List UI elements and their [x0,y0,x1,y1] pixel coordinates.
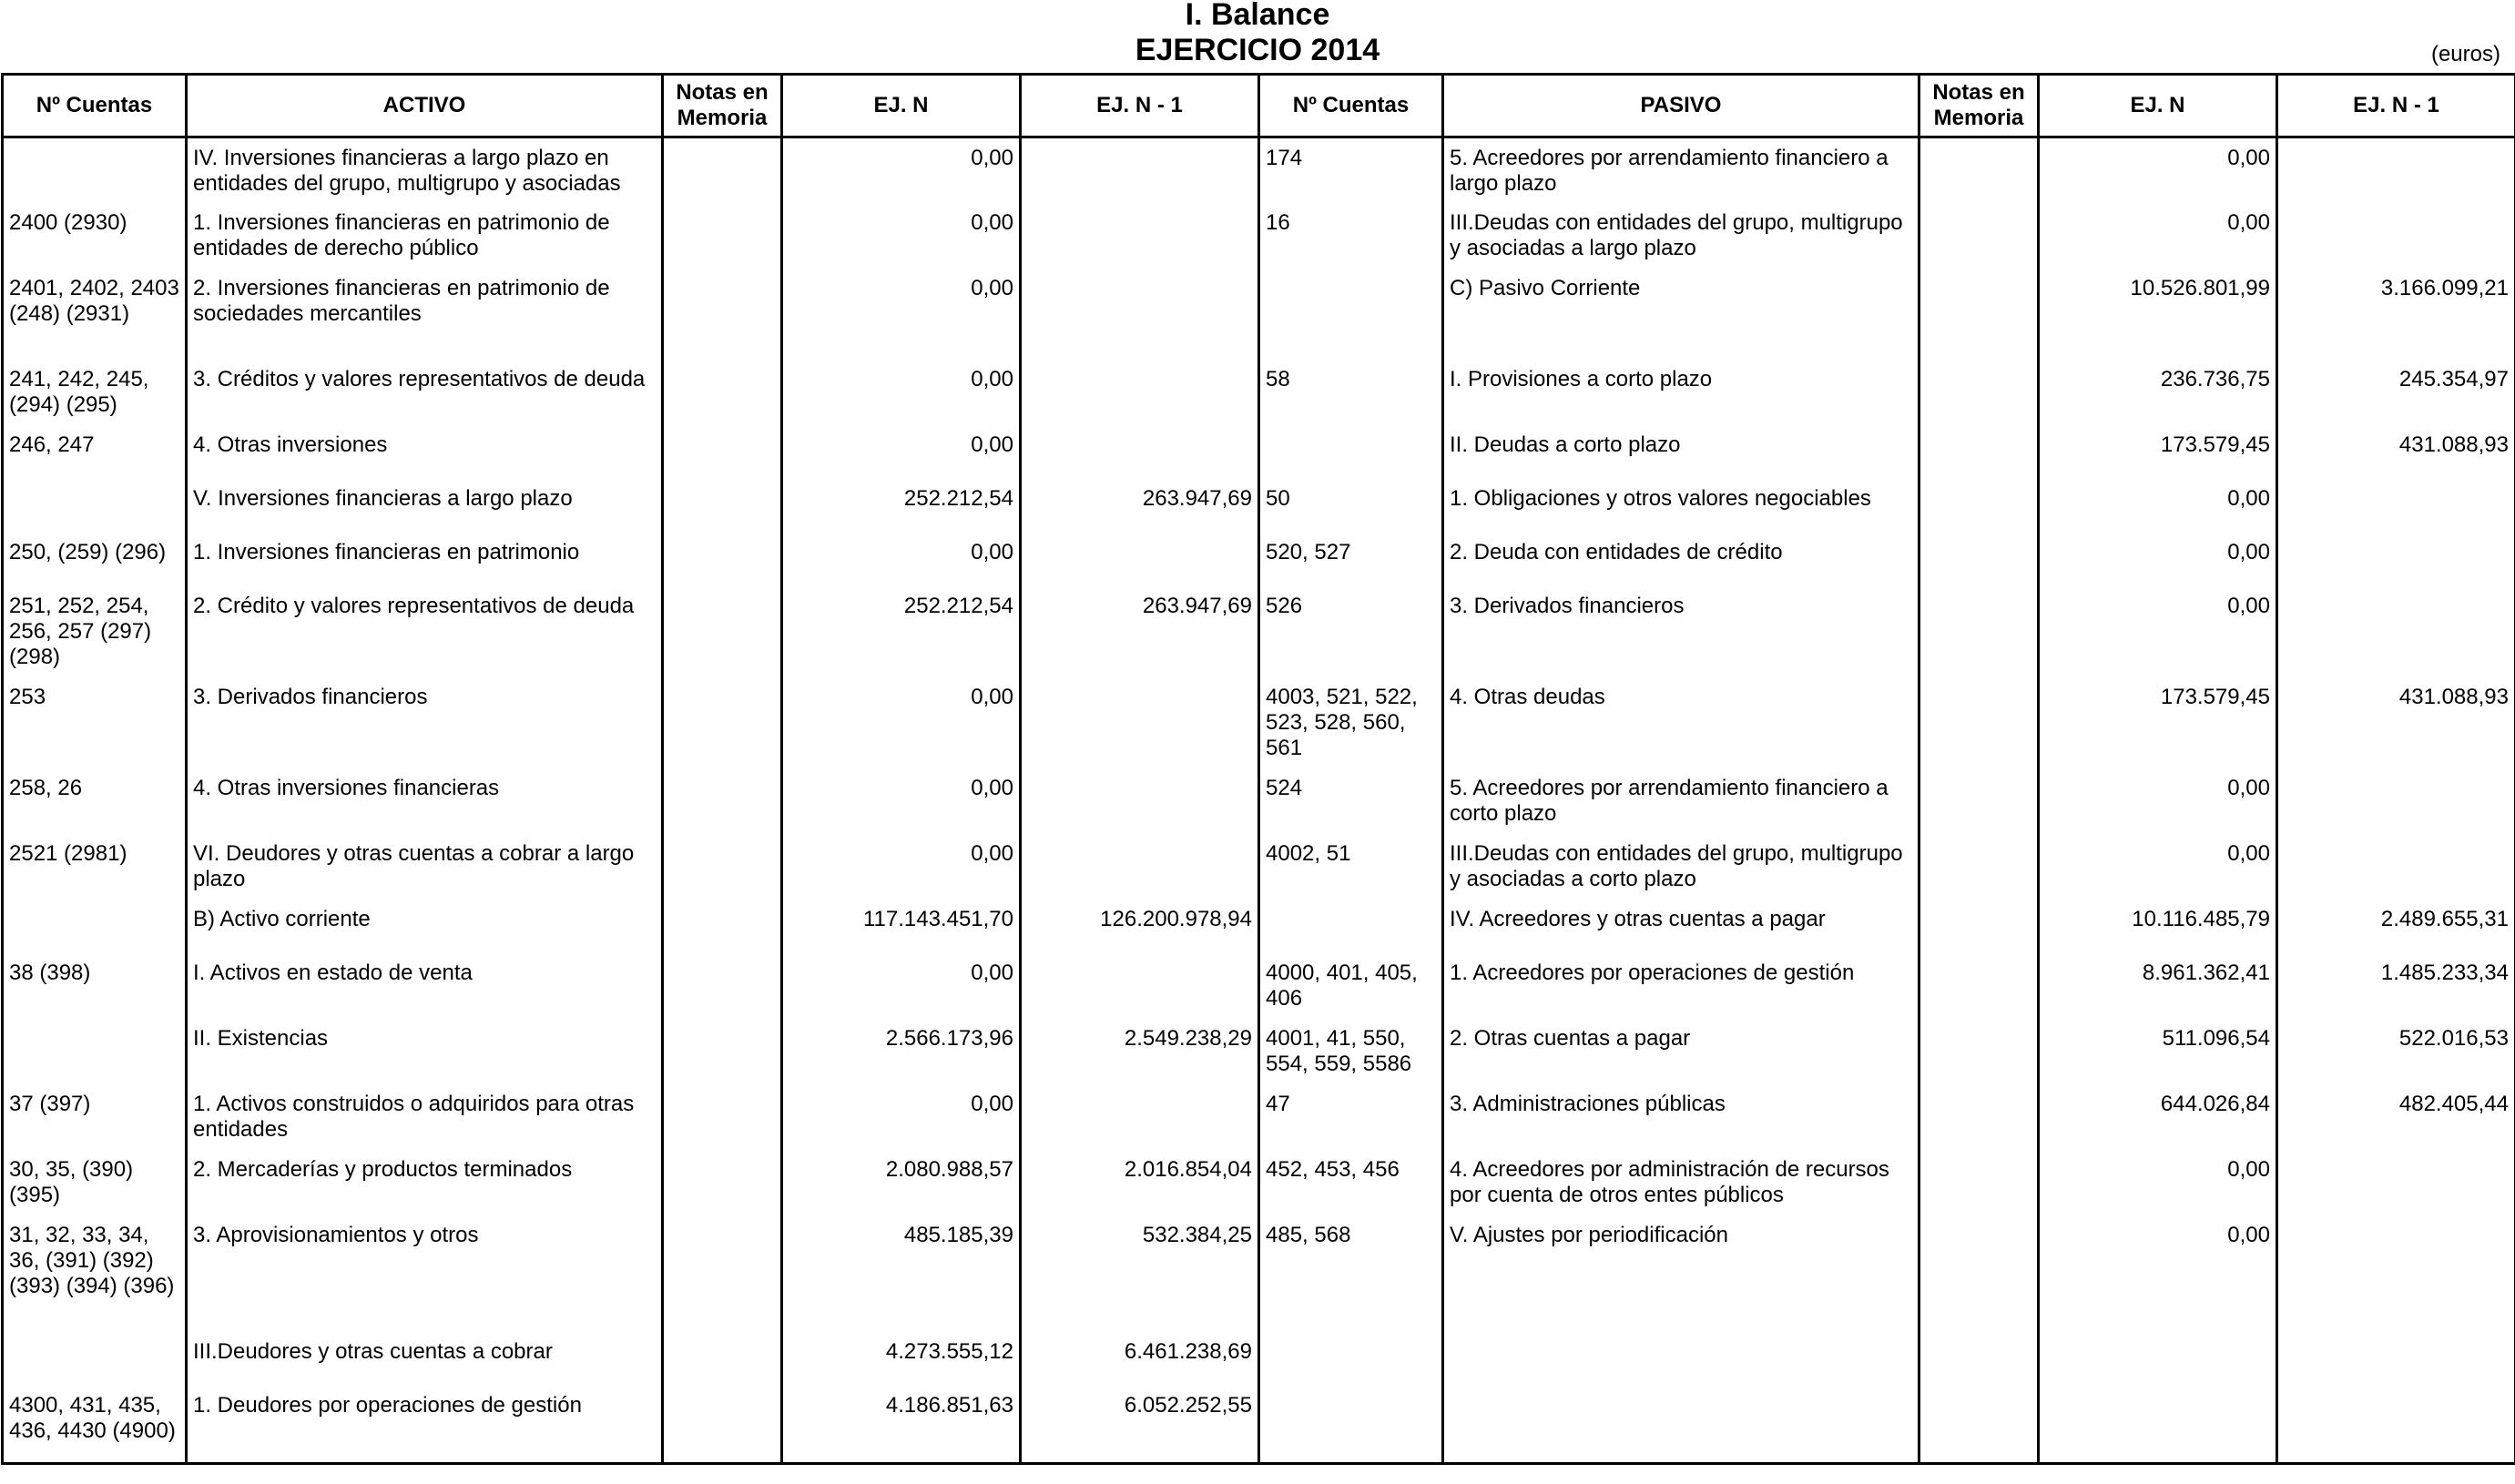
ej-n1-pasivo-cell [2277,768,2515,834]
ej-n1-pasivo-cell [2277,1332,2515,1386]
notas-pasivo-cell [1919,953,2039,1019]
notas-pasivo-cell [1919,479,2039,533]
cuentas-pasivo-cell: 4003, 521, 522, 523, 528, 560, 561 [1259,677,1443,768]
cuentas-pasivo-cell: 4002, 51 [1259,834,1443,900]
page-subtitle: EJERCICIO 2014 [1135,33,1380,67]
notas-pasivo-cell [1919,1386,2039,1464]
ej-n-pasivo-cell: 0,00 [2039,768,2277,834]
ej-n1-activo-cell [1021,834,1259,900]
notas-pasivo-cell [1919,203,2039,269]
ej-n-pasivo-cell: 0,00 [2039,203,2277,269]
ej-n1-pasivo-cell: 3.166.099,21 [2277,269,2515,360]
notas-pasivo-cell [1919,1150,2039,1215]
notas-activo-cell [663,900,782,953]
activo-label-cell: 1. Activos construidos o adquiridos para otras entidades [187,1084,663,1150]
notas-pasivo-cell [1919,425,2039,479]
col-header-ej-n1-activo: EJ. N - 1 [1021,75,1259,137]
cuentas-pasivo-cell: 4001, 41, 550, 554, 559, 5586 [1259,1019,1443,1084]
notas-activo-cell [663,479,782,533]
activo-label-cell: 1. Inversiones financieras en patrimonio de entidades de derecho público [187,203,663,269]
ej-n-pasivo-cell: 173.579,45 [2039,677,2277,768]
cuentas-activo-cell: 241, 242, 245, (294) (295) [3,360,187,425]
ej-n1-activo-cell: 126.200.978,94 [1021,900,1259,953]
pasivo-label-cell: 4. Acreedores por administración de recursos por cuenta de otros entes públicos [1443,1150,1919,1215]
ej-n-activo-cell: 0,00 [782,834,1021,900]
notas-activo-cell [663,269,782,360]
ej-n1-activo-cell [1021,533,1259,586]
ej-n-pasivo-cell: 0,00 [2039,533,2277,586]
ej-n-activo-cell: 2.080.988,57 [782,1150,1021,1215]
col-header-notas-pasivo: Notas en Memoria [1919,75,2039,137]
ej-n-pasivo-cell: 644.026,84 [2039,1084,2277,1150]
ej-n1-pasivo-cell: 431.088,93 [2277,677,2515,768]
ej-n1-pasivo-cell: 2.489.655,31 [2277,900,2515,953]
ej-n1-pasivo-cell [2277,1150,2515,1215]
notas-pasivo-cell [1919,137,2039,203]
cuentas-activo-cell: 38 (398) [3,953,187,1019]
table-row [3,269,2515,360]
ej-n1-activo-cell: 2.549.238,29 [1021,1019,1259,1084]
ej-n-activo-cell: 485.185,39 [782,1215,1021,1332]
cuentas-activo-cell: 37 (397) [3,1084,187,1150]
table-row [3,768,2515,834]
cuentas-activo-cell: 258, 26 [3,768,187,834]
cuentas-pasivo-cell [1259,1332,1443,1386]
col-header-ej-n-activo: EJ. N [782,75,1021,137]
cuentas-pasivo-cell: 4000, 401, 405, 406 [1259,953,1443,1019]
pasivo-label-cell: V. Ajustes por periodificación [1443,1215,1919,1332]
cuentas-pasivo-cell [1259,269,1443,360]
table-row [3,1215,2515,1332]
cuentas-activo-cell [3,1332,187,1386]
cuentas-pasivo-cell [1259,900,1443,953]
activo-label-cell: III.Deudores y otras cuentas a cobrar [187,1332,663,1386]
col-header-ej-n1-pasivo: EJ. N - 1 [2277,75,2515,137]
ej-n1-activo-cell: 263.947,69 [1021,586,1259,677]
ej-n1-pasivo-cell: 482.405,44 [2277,1084,2515,1150]
cuentas-activo-cell: 250, (259) (296) [3,533,187,586]
notas-pasivo-cell [1919,1215,2039,1332]
ej-n-pasivo-cell: 511.096,54 [2039,1019,2277,1084]
notas-activo-cell [663,768,782,834]
ej-n1-activo-cell: 6.461.238,69 [1021,1332,1259,1386]
cuentas-pasivo-cell [1259,1386,1443,1464]
ej-n1-pasivo-cell [2277,586,2515,677]
activo-label-cell: V. Inversiones financieras a largo plazo [187,479,663,533]
notas-activo-cell [663,834,782,900]
ej-n-activo-cell: 0,00 [782,203,1021,269]
ej-n-pasivo-cell: 0,00 [2039,1150,2277,1215]
ej-n1-pasivo-cell [2277,203,2515,269]
pasivo-label-cell: 1. Obligaciones y otros valores negociables [1443,479,1919,533]
notas-pasivo-cell [1919,269,2039,360]
notas-activo-cell [663,360,782,425]
cuentas-activo-cell: 246, 247 [3,425,187,479]
table-row [3,203,2515,269]
cuentas-activo-cell: 253 [3,677,187,768]
ej-n1-pasivo-cell: 431.088,93 [2277,425,2515,479]
ej-n1-pasivo-cell [2277,1386,2515,1464]
cuentas-activo-cell: 251, 252, 254, 256, 257 (297) (298) [3,586,187,677]
ej-n-activo-cell: 252.212,54 [782,479,1021,533]
notas-activo-cell [663,1084,782,1150]
col-header-ej-n-pasivo: EJ. N [2039,75,2277,137]
ej-n-pasivo-cell: 0,00 [2039,586,2277,677]
table-row [3,677,2515,768]
cuentas-activo-cell [3,900,187,953]
col-header-cuentas-pasivo: Nº Cuentas [1259,75,1443,137]
ej-n1-pasivo-cell [2277,479,2515,533]
cuentas-activo-cell: 2521 (2981) [3,834,187,900]
table-row [3,1386,2515,1464]
table-row [3,1150,2515,1215]
table-row [3,900,2515,953]
cuentas-pasivo-cell: 524 [1259,768,1443,834]
notas-activo-cell [663,1019,782,1084]
ej-n-activo-cell: 0,00 [782,953,1021,1019]
notas-activo-cell [663,203,782,269]
ej-n1-pasivo-cell [2277,1215,2515,1332]
cuentas-activo-cell: 4300, 431, 435, 436, 4430 (4900) [3,1386,187,1464]
pasivo-label-cell: I. Provisiones a corto plazo [1443,360,1919,425]
activo-label-cell: I. Activos en estado de venta [187,953,663,1019]
notas-pasivo-cell [1919,1019,2039,1084]
ej-n-pasivo-cell: 0,00 [2039,1215,2277,1332]
cuentas-pasivo-cell: 485, 568 [1259,1215,1443,1332]
notas-activo-cell [663,1386,782,1464]
ej-n-pasivo-cell [2039,1332,2277,1386]
notas-pasivo-cell [1919,586,2039,677]
ej-n-pasivo-cell: 173.579,45 [2039,425,2277,479]
cuentas-pasivo-cell: 58 [1259,360,1443,425]
notas-activo-cell [663,1332,782,1386]
activo-label-cell: 4. Otras inversiones financieras [187,768,663,834]
pasivo-label-cell: C) Pasivo Corriente [1443,269,1919,360]
col-header-activo: ACTIVO [187,75,663,137]
notas-pasivo-cell [1919,677,2039,768]
cuentas-pasivo-cell: 47 [1259,1084,1443,1150]
activo-label-cell: 1. Deudores por operaciones de gestión [187,1386,663,1464]
ej-n1-pasivo-cell [2277,137,2515,203]
ej-n1-activo-cell [1021,269,1259,360]
col-header-notas-activo: Notas en Memoria [663,75,782,137]
table-row [3,586,2515,677]
ej-n-activo-cell: 4.186.851,63 [782,1386,1021,1464]
ej-n-pasivo-cell: 0,00 [2039,479,2277,533]
notas-activo-cell [663,137,782,203]
cuentas-activo-cell [3,479,187,533]
cuentas-pasivo-cell [1259,425,1443,479]
cuentas-pasivo-cell: 16 [1259,203,1443,269]
ej-n-pasivo-cell [2039,1386,2277,1464]
ej-n-activo-cell: 2.566.173,96 [782,1019,1021,1084]
header-row [3,75,2515,137]
pasivo-label-cell [1443,1332,1919,1386]
col-header-pasivo: PASIVO [1443,75,1919,137]
ej-n1-activo-cell [1021,768,1259,834]
cuentas-activo-cell: 2400 (2930) [3,203,187,269]
table-row [3,425,2515,479]
ej-n-activo-cell: 0,00 [782,1084,1021,1150]
notas-activo-cell [663,533,782,586]
ej-n-activo-cell: 0,00 [782,533,1021,586]
notas-pasivo-cell [1919,360,2039,425]
balance-table [1,73,2515,1465]
table-row [3,533,2515,586]
cuentas-activo-cell: 30, 35, (390) (395) [3,1150,187,1215]
ej-n-activo-cell: 0,00 [782,360,1021,425]
notas-pasivo-cell [1919,533,2039,586]
notas-activo-cell [663,953,782,1019]
ej-n1-activo-cell [1021,677,1259,768]
pasivo-label-cell: IV. Acreedores y otras cuentas a pagar [1443,900,1919,953]
pasivo-label-cell: III.Deudas con entidades del grupo, multigrupo y asociadas a largo plazo [1443,203,1919,269]
currency-unit-label: (euros) [2430,42,2500,66]
balance-table-body [3,137,2515,1464]
ej-n1-pasivo-cell: 522.016,53 [2277,1019,2515,1084]
ej-n1-activo-cell [1021,1084,1259,1150]
activo-label-cell: IV. Inversiones financieras a largo plazo en entidades del grupo, multigrupo y asociadas [187,137,663,203]
activo-label-cell: VI. Deudores y otras cuentas a cobrar a largo plazo [187,834,663,900]
cuentas-pasivo-cell: 452, 453, 456 [1259,1150,1443,1215]
ej-n1-activo-cell: 6.052.252,55 [1021,1386,1259,1464]
page-title: I. Balance [1185,0,1330,32]
pasivo-label-cell: 2. Deuda con entidades de crédito [1443,533,1919,586]
notas-pasivo-cell [1919,1332,2039,1386]
ej-n-activo-cell: 117.143.451,70 [782,900,1021,953]
pasivo-label-cell: 2. Otras cuentas a pagar [1443,1019,1919,1084]
pasivo-label-cell: 3. Derivados financieros [1443,586,1919,677]
pasivo-label-cell: 5. Acreedores por arrendamiento financiero a corto plazo [1443,768,1919,834]
ej-n-pasivo-cell: 0,00 [2039,834,2277,900]
ej-n1-activo-cell [1021,137,1259,203]
pasivo-label-cell: II. Deudas a corto plazo [1443,425,1919,479]
activo-label-cell: 2. Crédito y valores representativos de deuda [187,586,663,677]
activo-label-cell: 1. Inversiones financieras en patrimonio [187,533,663,586]
table-row [3,137,2515,203]
ej-n1-activo-cell [1021,203,1259,269]
table-row [3,360,2515,425]
activo-label-cell: 2. Inversiones financieras en patrimonio de sociedades mercantiles [187,269,663,360]
notas-pasivo-cell [1919,834,2039,900]
activo-label-cell: 2. Mercaderías y productos terminados [187,1150,663,1215]
ej-n1-pasivo-cell [2277,834,2515,900]
ej-n1-activo-cell [1021,953,1259,1019]
ej-n-pasivo-cell: 10.526.801,99 [2039,269,2277,360]
ej-n-activo-cell: 0,00 [782,768,1021,834]
ej-n-pasivo-cell: 0,00 [2039,137,2277,203]
ej-n-activo-cell: 4.273.555,12 [782,1332,1021,1386]
activo-label-cell: 3. Aprovisionamientos y otros [187,1215,663,1332]
notas-pasivo-cell [1919,900,2039,953]
cuentas-pasivo-cell: 526 [1259,586,1443,677]
notas-activo-cell [663,1215,782,1332]
activo-label-cell: B) Activo corriente [187,900,663,953]
table-row [3,1332,2515,1386]
cuentas-pasivo-cell: 174 [1259,137,1443,203]
ej-n1-activo-cell: 263.947,69 [1021,479,1259,533]
cuentas-pasivo-cell: 50 [1259,479,1443,533]
pasivo-label-cell: 5. Acreedores por arrendamiento financiero a largo plazo [1443,137,1919,203]
ej-n-activo-cell: 0,00 [782,425,1021,479]
ej-n-pasivo-cell: 8.961.362,41 [2039,953,2277,1019]
table-row [3,1019,2515,1084]
cuentas-activo-cell: 2401, 2402, 2403 (248) (2931) [3,269,187,360]
cuentas-activo-cell [3,1019,187,1084]
ej-n-activo-cell: 0,00 [782,137,1021,203]
cuentas-activo-cell: 31, 32, 33, 34, 36, (391) (392) (393) (394) (396) [3,1215,187,1332]
pasivo-label-cell: 1. Acreedores por operaciones de gestión [1443,953,1919,1019]
ej-n1-activo-cell [1021,360,1259,425]
ej-n1-activo-cell: 2.016.854,04 [1021,1150,1259,1215]
notas-activo-cell [663,586,782,677]
pasivo-label-cell: 3. Administraciones públicas [1443,1084,1919,1150]
notas-activo-cell [663,1150,782,1215]
activo-label-cell: 4. Otras inversiones [187,425,663,479]
table-row [3,953,2515,1019]
notas-pasivo-cell [1919,768,2039,834]
ej-n-pasivo-cell: 10.116.485,79 [2039,900,2277,953]
cuentas-pasivo-cell: 520, 527 [1259,533,1443,586]
notas-activo-cell [663,425,782,479]
ej-n1-pasivo-cell: 1.485.233,34 [2277,953,2515,1019]
notas-pasivo-cell [1919,1084,2039,1150]
ej-n-pasivo-cell: 236.736,75 [2039,360,2277,425]
pasivo-label-cell: 4. Otras deudas [1443,677,1919,768]
ej-n1-activo-cell: 532.384,25 [1021,1215,1259,1332]
cuentas-activo-cell [3,137,187,203]
ej-n1-pasivo-cell [2277,533,2515,586]
col-header-cuentas-activo: Nº Cuentas [3,75,187,137]
activo-label-cell: 3. Derivados financieros [187,677,663,768]
ej-n-activo-cell: 252.212,54 [782,586,1021,677]
activo-label-cell: 3. Créditos y valores representativos de deuda [187,360,663,425]
pasivo-label-cell: III.Deudas con entidades del grupo, multigrupo y asociadas a corto plazo [1443,834,1919,900]
table-row [3,834,2515,900]
balance-table-header [3,75,2515,137]
activo-label-cell: II. Existencias [187,1019,663,1084]
ej-n1-pasivo-cell: 245.354,97 [2277,360,2515,425]
table-row [3,1084,2515,1150]
ej-n-activo-cell: 0,00 [782,677,1021,768]
ej-n1-activo-cell [1021,425,1259,479]
table-row [3,479,2515,533]
pasivo-label-cell [1443,1386,1919,1464]
notas-activo-cell [663,677,782,768]
ej-n-activo-cell: 0,00 [782,269,1021,360]
